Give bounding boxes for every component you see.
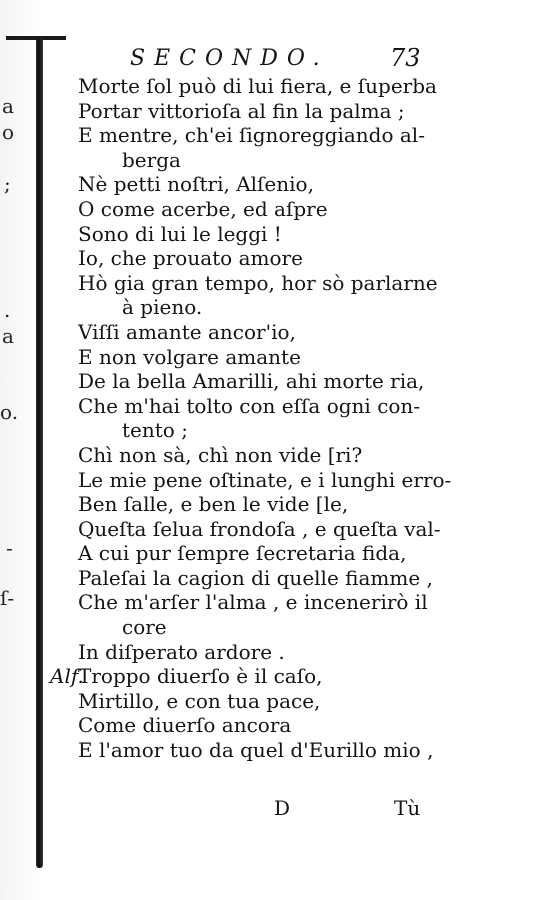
verse-line: [78, 590, 478, 615]
verse-line: [78, 197, 478, 222]
signature-mark: D: [274, 796, 291, 820]
verse-text: Che m'arſer l'alma , e incenerirò il: [78, 590, 428, 615]
verse-line: [78, 172, 478, 197]
verse-line: [78, 295, 478, 320]
page-number: 73: [390, 44, 421, 72]
verse-line: [78, 468, 478, 493]
verse-line: [78, 443, 478, 468]
verse-text: Portar vittorioſa al fin la palma ;: [78, 98, 405, 123]
verse-text: tento ;: [122, 418, 188, 443]
verse-line: [78, 74, 478, 99]
verse-line: [78, 222, 478, 247]
verse-text: Come diuerſo ancora: [78, 713, 292, 738]
margin-bleed-char: a: [2, 94, 14, 118]
verse-text: Nè petti noſtri, Alſenio,: [78, 172, 314, 197]
verse-line: [78, 689, 478, 714]
verse-line: [78, 541, 478, 566]
verse-line: [78, 713, 478, 738]
verse-line: [78, 615, 478, 640]
margin-bleed-char: .: [4, 298, 11, 322]
verse-line: [78, 345, 478, 370]
verse-line: [78, 492, 478, 517]
verse-text: Sono di lui le leggi !: [78, 221, 282, 246]
verse-line: [78, 418, 478, 443]
verse-body: [50, 74, 478, 763]
catchword: Tù: [394, 796, 421, 820]
verse-text: Le mie pene oſtinate, e i lunghi erro-: [78, 467, 452, 492]
verse-line: [78, 738, 478, 763]
verse-line: [78, 148, 478, 173]
verse-text: Morte ſol può di lui fiera, e ſuperba: [78, 74, 437, 98]
page-footer: [78, 796, 478, 826]
running-title: SECONDO.: [130, 46, 329, 71]
verse-line: [78, 123, 478, 148]
verse-line: [78, 394, 478, 419]
verse-text: Troppo diuerſo è il caſo,: [78, 664, 323, 689]
verse-text: Ben ſalle, e ben le vide [le,: [78, 492, 349, 517]
speaker-name: Alf.: [50, 664, 84, 689]
verse-text: berga: [122, 147, 181, 172]
verse-text: Io, che prouato amore: [78, 246, 303, 271]
margin-bleed-char: ;: [4, 172, 11, 196]
margin-bleed-char: a: [2, 324, 14, 348]
verse-text: In diſperato ardore .: [78, 639, 285, 664]
verse-line: [50, 664, 478, 689]
verse-line: [78, 246, 478, 271]
verse-line: [78, 99, 478, 124]
verse-text: A cui pur ſempre ſecretaria fida,: [78, 541, 407, 566]
verse-text: Queſta ſelua frondoſa , e queſta val-: [78, 516, 441, 541]
margin-bleed-char: o.: [0, 400, 19, 424]
binding-edge: [36, 38, 43, 868]
verse-text: E l'amor tuo da quel d'Eurillo mio ,: [78, 738, 434, 763]
verse-text: à pieno.: [122, 295, 203, 320]
margin-bleed-char: o: [2, 120, 15, 144]
verse-text: De la bella Amarilli, ahi morte ria,: [78, 369, 425, 394]
verse-text: Viſſi amante ancor'io,: [78, 319, 296, 344]
running-header: [70, 46, 460, 76]
margin-bleed-char: ſ-: [0, 586, 15, 610]
margin-bleed-char: -: [6, 536, 13, 560]
verse-text: E mentre, ch'ei ſignoreggiando al-: [78, 123, 425, 148]
verse-text: Mirtillo, e con tua pace,: [78, 688, 321, 713]
verse-text: Hò gia gran tempo, hor sò parlarne: [78, 270, 438, 295]
verse-text: Che m'hai tolto con eſſa ogni con-: [78, 393, 421, 418]
verse-text: O come acerbe, ed aſpre: [78, 196, 328, 221]
verse-line: [78, 517, 478, 542]
verse-line: [78, 271, 478, 296]
verse-line: [78, 369, 478, 394]
verse-text: core: [122, 615, 167, 640]
verse-line: [78, 566, 478, 591]
verse-text: Paleſai la cagion di quelle fiamme ,: [78, 565, 433, 590]
verse-line: [78, 320, 478, 345]
verse-text: E non volgare amante: [78, 344, 301, 369]
verse-text: Chì non sà, chì non vide [ri?: [78, 442, 363, 467]
verse-line: [78, 640, 478, 665]
